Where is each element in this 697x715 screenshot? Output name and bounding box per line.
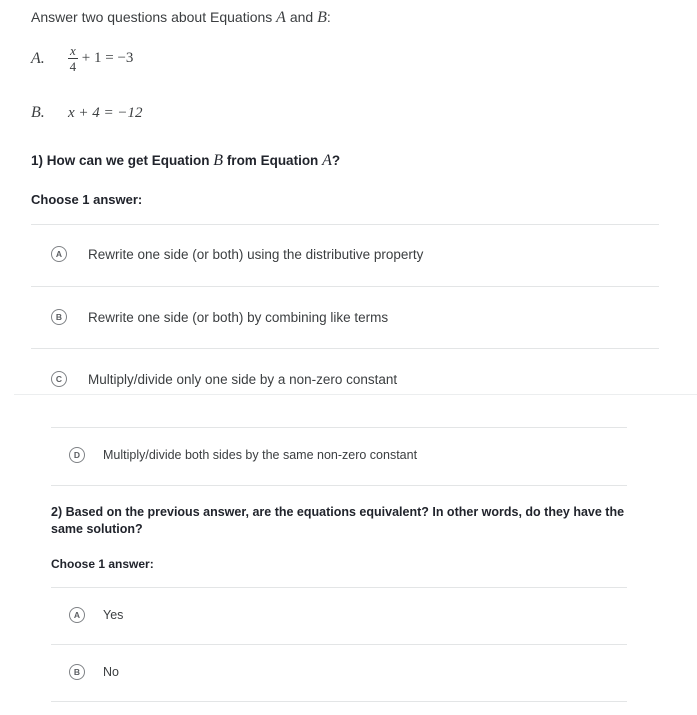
question-1-title: 1) How can we get Equation B from Equation A? bbox=[31, 152, 341, 169]
question-2-title: 2) Based on the previous answer, are the equations equivalent? In other words, do they have the same solution? bbox=[51, 505, 625, 536]
divider bbox=[51, 701, 627, 702]
q1-option-b[interactable] bbox=[51, 309, 388, 325]
q2-option-a-label: Yes bbox=[103, 608, 124, 622]
equation-b bbox=[31, 104, 143, 122]
q1-option-a[interactable] bbox=[51, 246, 423, 262]
divider bbox=[31, 286, 659, 287]
q1-option-c[interactable] bbox=[51, 371, 397, 387]
equation-b-expr: x + 4 = −12 bbox=[68, 104, 143, 121]
q1-option-a-label: Rewrite one side (or both) using the distributive property bbox=[88, 246, 424, 262]
choice-badge-a: A bbox=[69, 607, 85, 623]
fraction: $\frac{x}{4}$ bbox=[69, 43, 77, 74]
q2-option-b-label: No bbox=[103, 665, 119, 679]
choice-badge-b: B bbox=[69, 664, 85, 680]
q1-option-b-label: Rewrite one side (or both) by combining like terms bbox=[88, 309, 389, 325]
choice-badge-c: C bbox=[51, 371, 67, 387]
equation-a-letter: A. bbox=[31, 49, 45, 67]
divider bbox=[51, 644, 627, 645]
seam-divider bbox=[14, 394, 697, 395]
equation-b-letter: B. bbox=[31, 104, 45, 121]
intro-text: Answer two questions about Equations A and B: bbox=[31, 9, 331, 26]
q2-option-a[interactable] bbox=[69, 607, 123, 623]
q2-option-b[interactable] bbox=[69, 664, 119, 680]
choice-badge-d: D bbox=[69, 447, 85, 463]
divider bbox=[31, 224, 659, 225]
equation-a bbox=[31, 44, 133, 73]
divider bbox=[51, 587, 627, 588]
q1-option-d-label: Multiply/divide both sides by the same non-zero constant bbox=[103, 448, 418, 462]
divider bbox=[51, 485, 627, 486]
q1-option-d[interactable] bbox=[69, 447, 417, 463]
divider bbox=[51, 427, 627, 428]
choice-badge-b: B bbox=[51, 309, 67, 325]
equation-a-rest: + 1 = −3 bbox=[81, 50, 134, 66]
divider bbox=[31, 348, 659, 349]
q1-option-c-label: Multiply/divide only one side by a non-zero constant bbox=[88, 371, 398, 387]
question-2-choose-label: Choose 1 answer: bbox=[51, 557, 154, 571]
choice-badge-a: A bbox=[51, 246, 67, 262]
question-1-choose-label: Choose 1 answer: bbox=[31, 192, 143, 207]
